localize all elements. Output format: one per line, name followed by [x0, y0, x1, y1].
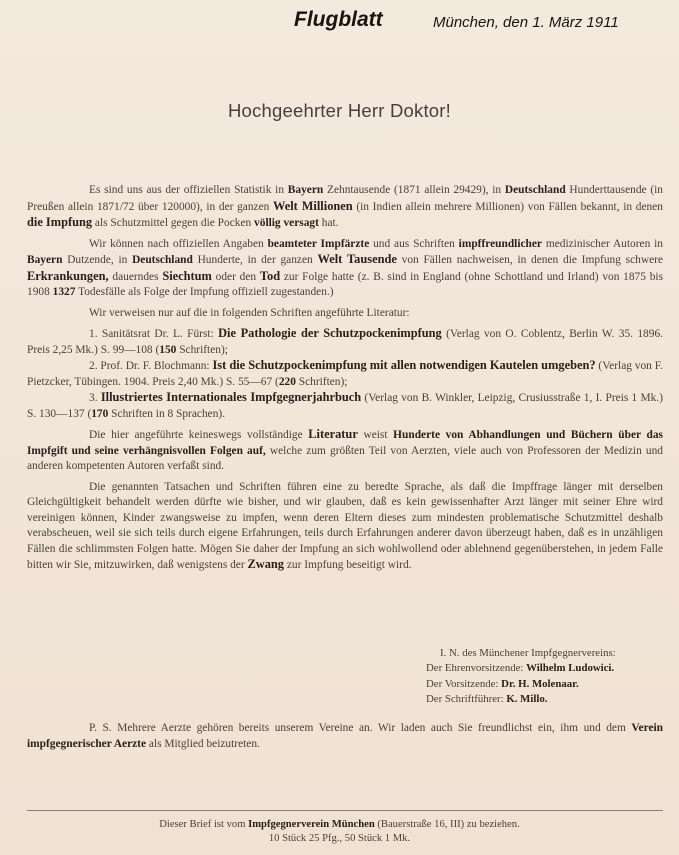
signature-block — [426, 646, 616, 708]
footer — [0, 818, 679, 846]
footer-divider — [27, 810, 663, 811]
signature-org: I. N. des Münchener Impfgegnervereins: — [440, 647, 616, 659]
paragraph-harm: Wir können nach offiziellen Angaben beamteter Impfärzte und aus Schriften impffreundlicher medizinischer Autoren in Bayern Dutzende, in Deutschland Hunderte, in der ganzen Welt Tausende von Fällen nachweisen, in denen die Impfung schwere Erkrankungen, dauerndes Siechtum oder den Tod zur Folge hatte (z. B. sind in England (ohne Schottland und Irland) von 1875 bis 1908 1327 Todesfälle als Folge der Impfung offiziell zugestanden.) — [27, 237, 663, 298]
paragraph-literature-intro: Wir verweisen nur auf die in folgenden Schriften angeführte Literatur: — [89, 306, 410, 319]
literature-item: 3. Illustriertes Internationales Impfgegnerjahrbuch (Verlag von B. Winkler, Leipzig, Crusiusstraße 1, I. Preis 1 Mk.) S. 130—137 (170 Schriften in 8 Sprachen). — [27, 390, 663, 420]
literature-item: 2. Prof. Dr. F. Blochmann: Ist die Schutzpockenimpfung mit allen notwendigen Kautelen umgeben? (Verlag von F. Pietzcker, Tübingen. 1904. Preis 2,40 Mk.) S. 55—67 (220 Schriften); — [27, 358, 664, 388]
salutation: Hochgeehrter Herr Doktor! — [228, 100, 451, 121]
paragraph-statistics: Es sind uns aus der offiziellen Statistik in Bayern Zehntausende (1871 allein 29429), in Deutschland Hunderttausende (in Preußen allein 1871/72 über 120000), in der ganzen Welt Millionen (in Indien allein mehrere Millionen) von Fällen bekannt, in denen die Impfung als Schutzmittel gegen die Pocken völlig versagt hat. — [27, 184, 663, 229]
paragraph-appeal: Die genannten Tatsachen und Schriften führen eine zu beredte Sprache, als daß die Impffrage länger mit derselben Gleichgültigkeit behandelt werden dürfte wie bisher, und wir glauben, daß es kein gewissenhafter Arzt länger mit seiner Ehre wird vereinigen können, Kinder zwangsweise zu impfen, wenn deren Eltern dieses zum mindesten problematische Schutzmittel deshalb verabscheuen, weil sie sich teils durch eigene Erfahrungen, teils durch Erfahrungen anderer davon überzeugt haben, daß es in unzähligen Fällen die schlimmsten Folgen hatte. Mögen Sie daher der Impfung an sich wohlwollend oder ablehnend gegenüberstehen, in jedem Falle bitten wir Sie, mitzuwirken, daß wenigstens der Zwang zur Impfung beseitigt wird. — [27, 480, 663, 571]
signature-chair: Der Vorsitzende: Dr. H. Molenaar. — [426, 677, 579, 690]
footer-line-1: Dieser Brief ist vom Impfgegnerverein München (Bauerstraße 16, III) zu beziehen. — [159, 819, 520, 830]
postscript: P. S. Mehrere Aerzte gehören bereits unserem Vereine an. Wir laden auch Sie freundlichst ein, ihm und dem Verein impfgegnerischer Aerzte als Mitglied beizutreten. — [27, 722, 663, 750]
footer-line-2: 10 Stück 25 Pfg., 50 Stück 1 Mk. — [268, 833, 411, 844]
signature-chair-honorary: Der Ehrenvorsitzende: Wilhelm Ludowici. — [426, 662, 615, 675]
literature-item: 1. Sanitätsrat Dr. L. Fürst: Die Pathologie der Schutzpockenimpfung (Verlag von O. Coblentz, Berlin W. 35. 1896. Preis 2,25 Mk.) S. 99—108 (150 Schriften); — [27, 326, 663, 356]
header-date: München, den 1. März 1911 — [433, 14, 619, 31]
header-title: Flugblatt — [294, 8, 383, 31]
paragraph-literature-summary: Die hier angeführte keineswegs vollständige Literatur weist Hunderte von Abhandlungen und Büchern über das Impfgift und seine verhängnisvollen Folgen auf, welche zum größten Teil von Aerzten, viele auch von Professoren der Medizin und anderen kompetenten Autoren verfaßt sind. — [27, 427, 663, 472]
signature-secretary: Der Schriftführer: K. Millo. — [426, 693, 548, 706]
letter-body — [27, 183, 663, 574]
